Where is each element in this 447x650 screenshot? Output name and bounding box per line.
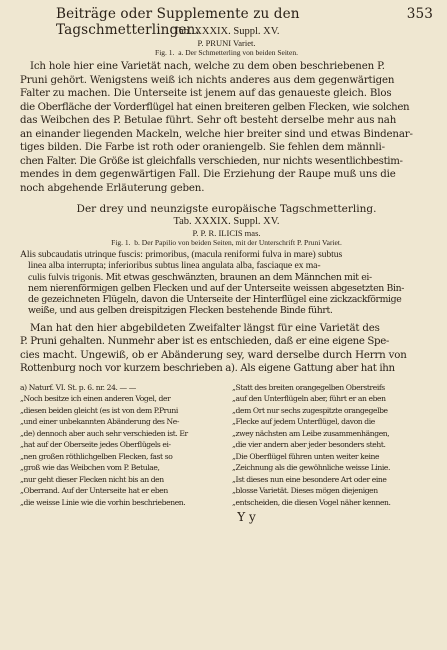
text-line: tiges bilden. Die Farbe ist roth oder oraniengelb. Sie fehlen dem männli-	[20, 142, 385, 153]
text-line: Pruni gehört. Wenigstens weiß ich nichts anderes aus dem gegenwärtigen	[20, 74, 395, 86]
footnote-line: „auf den Unterflügeln aber, führt er an eben	[232, 394, 386, 404]
figure-caption	[20, 48, 433, 58]
footnote-line: „die vier andern aber jeder besonders steht.	[232, 440, 386, 450]
footnote-line: „und einer unbekannten Abänderung des Ne-	[20, 417, 180, 427]
figure-description: b. Der Papilio von beiden Seiten, mit der Unterschrift P. Pruni Variet.	[134, 238, 342, 247]
latin-line: Alis subcaudatis utrinque fuscis: primoribus, (macula reniformi fulva in mare) subtus	[20, 249, 343, 260]
figure-description: a. Der Schmetterling von beiden Seiten.	[178, 48, 298, 57]
text-line: Falter zu machen. Die Unterseite ist jenem auf das genaueste gleich. Blos	[20, 88, 392, 99]
footnote-line: „Oberrand. Auf der Unterseite hat er eben	[20, 486, 168, 496]
footnote-line: „hat auf der Oberseite jedes Oberflügels ei-	[20, 440, 171, 450]
footnote-line: „groß wie das Weibchen vom P. Betulae,	[20, 463, 160, 473]
running-title: Beiträge oder Supplemente zu den Tagschmetterlingen.	[56, 6, 300, 38]
footnote-line: „nur geht dieser Flecken nicht bis an den	[20, 474, 164, 484]
footnote-line: „Ist dieses nun eine besondere Art oder eine	[232, 474, 387, 484]
footnote-right-column	[232, 382, 433, 509]
german-line: nem nierenförmigen gelben Flecken und auf der Unterseite weissen abgesetzten Bin-	[28, 282, 405, 294]
latin-line: linea alba interrupta; inferioribus subtus linea angulata alba, fasciaque ex ma-	[28, 260, 321, 272]
plate-reference: Tab. XXXIX. Suppl. XV.	[173, 26, 280, 37]
paragraph-variety	[20, 60, 433, 195]
footnote-line: „blosse Varietät. Dieses mögen diejenigen	[232, 486, 378, 496]
text-line: Rottenburg noch vor kurzem beschrieben a). Als eigene Gattung aber hat ihn	[20, 363, 395, 375]
text-line: mendes in dem gegenwärtigen Fall. Die Erziehung der Raupe muß uns die	[20, 169, 396, 180]
footnote-line: „zwey nächsten am Leibe zusammenhängen,	[232, 428, 390, 438]
text-line: die Oberfläche der Vorderflügel hat einen breiteren gelben Flecken, wie solchen	[20, 101, 410, 113]
german-line: weiße, und aus gelben dreispitzigen Flecken bestehende Binde führt.	[28, 305, 333, 317]
paragraph-ilicis	[20, 322, 433, 376]
footnote-line: „Flecke auf jedem Unterflügel, davon die	[232, 417, 375, 427]
figure-caption	[20, 238, 433, 248]
text-line: an einander liegenden Mackeln, welche hier breiter sind und etwas Bindenar-	[20, 128, 413, 140]
figure-label: Fig. 1.	[155, 48, 175, 57]
figure-label: Fig. 1.	[111, 238, 131, 247]
footnote-line: „de) dennoch aber auch sehr verschieden ist. Er	[20, 428, 188, 438]
plate-reference: Tab. XXXIX. Suppl. XV.	[173, 216, 280, 227]
footnote-line: „Zeichnung als die gewöhnliche weisse Linie.	[232, 463, 391, 473]
footnote-line: „diesen beiden gleicht (es ist von dem P.Pruni	[20, 405, 178, 415]
footnote-left-column	[20, 382, 221, 509]
species-name: P. P. R. ILICIS mas.	[192, 228, 261, 238]
page-number: 353	[406, 6, 433, 22]
signature-mark: Y y	[237, 510, 256, 525]
german-line: de gezeichneten Flügeln, davon die Unterseite der Hinterflügel eine zickzackförmige	[28, 294, 402, 306]
footnote-line: „Statt des breiten orangegelben Oberstreifs	[232, 382, 385, 392]
section-title: Der drey und neunzigste europäische Tagschmetterling.	[76, 203, 377, 215]
footnote-line: „entscheiden, die diesen Vogel näher kennen.	[232, 497, 391, 507]
text-line: cies macht. Ungewiß, ob er Abänderung sey, ward derselbe durch Herrn von	[20, 349, 407, 361]
footnote-line: „Noch besitze ich einen anderen Vogel, der	[20, 394, 171, 404]
latin-line-mixed: culis fulvis trigonis. Mit etwas geschwänzten, braunen an dem Männchen mit ei-	[28, 271, 372, 283]
footnote-line: „Die Oberflügel führen unten weiter keine	[232, 451, 380, 461]
text-line: Man hat den hier abgebildeten Zweifalter längst für eine Varietät des	[30, 322, 380, 334]
footnote	[20, 382, 433, 509]
text-line: chen Falter. Die Größe ist gleichfalls verschieden, nur nichts wesentlichbestim-	[20, 155, 403, 167]
text-line: Ich hole hier eine Varietät nach, welche zu dem oben beschriebenen P.	[30, 61, 385, 72]
text-line: P. Pruni gehalten. Nunmehr aber ist es entschieden, daß er eine eigene Spe-	[20, 336, 389, 348]
footnote-line: „die weisse Linie wie die vorhin beschriebenen.	[20, 497, 186, 507]
latin-diagnosis	[20, 249, 433, 317]
footnote-line: „dem Ort nur sechs zugespitzte orangegelbe	[232, 405, 388, 415]
footnote-line: „nen großen röthlichgelben Flecken, fast so	[20, 451, 173, 461]
footnote-line: a) Naturf. VI. St. p. 6. nr. 24. — —	[20, 382, 136, 392]
text-line: noch abgehende Erläuterung geben.	[20, 182, 205, 194]
text-line: das Weibchen des P. Betulae führt. Sehr oft besteht derselbe mehr aus nah	[20, 115, 397, 126]
species-name: P. PRUNI Variet.	[197, 38, 256, 48]
